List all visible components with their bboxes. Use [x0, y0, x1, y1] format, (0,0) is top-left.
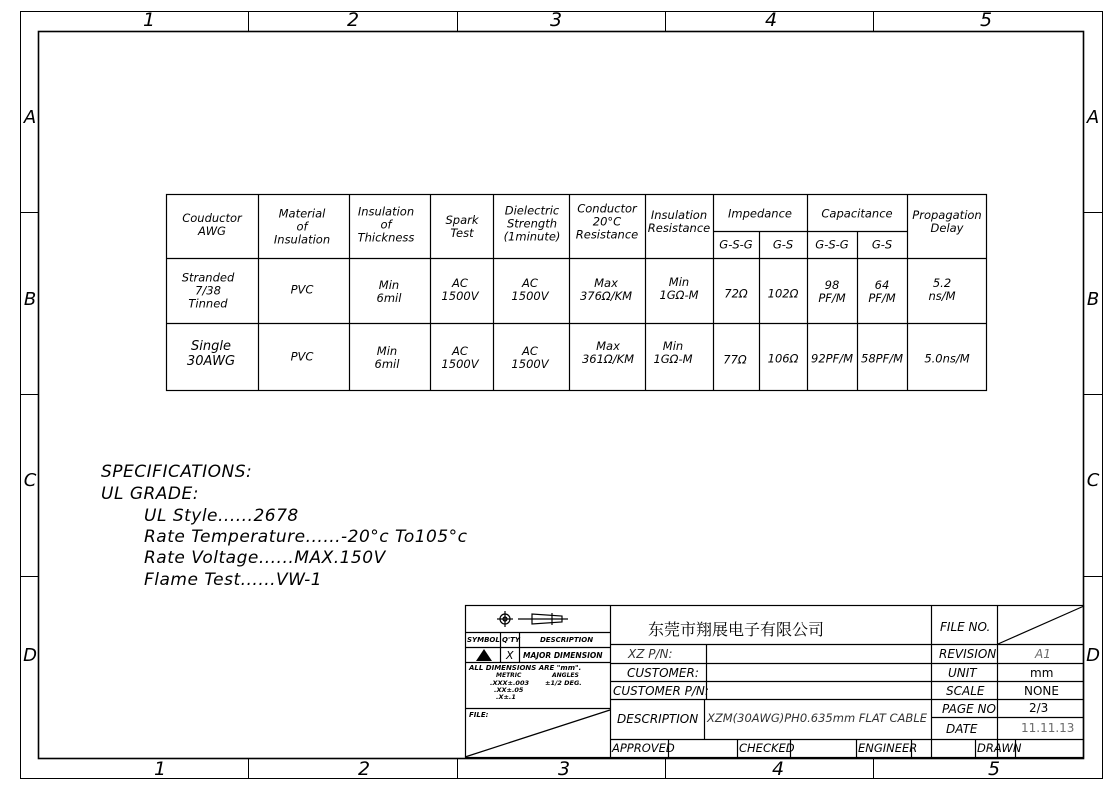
cell-line: Min	[378, 278, 400, 292]
hdr-imp-gs: G-S	[772, 237, 794, 252]
cell-line: 7/38	[195, 283, 221, 298]
customer-pn-label: CUSTOMER P/N:	[613, 684, 709, 698]
hdr-resistance-line: 20°C	[592, 214, 622, 229]
file-label: FILE:	[469, 711, 489, 719]
hdr-ins-resistance-line: Resistance	[647, 221, 711, 235]
description-value: XZM(30AWG)PH0.635mm FLAT CABLE	[707, 711, 927, 725]
cell-line: 1500V	[511, 289, 549, 303]
hdr-resistance-line: Conductor	[577, 201, 637, 216]
metric-label: METRIC	[496, 672, 522, 679]
angle-tolerance: ±1/2 DEG.	[545, 679, 582, 687]
cell-line: Max	[596, 339, 620, 353]
customer-label: CUSTOMER:	[627, 666, 699, 680]
hdr-insulation-line: Thickness	[357, 230, 415, 245]
page-value: 2/3	[1029, 701, 1049, 715]
specs-title: SPECIFICATIONS:	[101, 462, 253, 482]
cell-line: PF/M	[818, 291, 846, 305]
hdr-spark-line: Spark	[445, 213, 479, 227]
symbol-header: SYMBOL	[467, 636, 500, 644]
table-row-1-material: PVC	[290, 282, 314, 297]
zone-row-c-left: C	[23, 470, 37, 491]
cell-line: 64	[874, 278, 890, 292]
cell-line: 1GΩ-M	[659, 288, 699, 302]
zone-col-2-bottom: 2	[357, 758, 371, 780]
zone-row-c-right: C	[1086, 470, 1100, 491]
hdr-imp-gsg: G-S-G	[719, 237, 753, 252]
zone-row-a-right: A	[1086, 107, 1100, 128]
hdr-cap-gs: G-S	[871, 237, 893, 252]
cell-line: Min	[668, 275, 690, 289]
cell-line: Single	[191, 339, 231, 354]
specs-flame-test: Flame Test......VW-1	[144, 570, 323, 590]
hdr-dielectric-line: Strength	[506, 216, 557, 231]
cell-line: Min	[376, 344, 398, 358]
zone-row-a-left: A	[23, 107, 37, 128]
unit-value: mm	[1030, 666, 1054, 680]
hdr-conductor-line: AWG	[198, 224, 226, 238]
cell-line: 6mil	[376, 291, 402, 305]
tolerance-1place: .X±.1	[496, 693, 516, 701]
hdr-insulation-line: Insulation	[357, 204, 415, 219]
hdr-capacitance: Capacitance	[821, 206, 893, 221]
hdr-propagation-line: Delay	[930, 221, 964, 235]
zone-col-4-bottom: 4	[771, 758, 785, 780]
table-row-1-imp-gs: 102Ω	[767, 286, 799, 301]
hdr-propagation-line: Propagation	[912, 208, 982, 222]
hdr-material-line: Insulation	[273, 232, 331, 247]
zone-row-b-right: B	[1086, 289, 1100, 310]
hdr-material-line: Material	[278, 206, 326, 221]
table-row-2-delay: 5.0ns/M	[924, 351, 970, 366]
description-label: DESCRIPTION	[617, 712, 699, 726]
date-label: DATE	[946, 722, 978, 736]
table-row-2-imp-gsg: 77Ω	[723, 352, 747, 367]
zone-col-5-bottom: 5	[987, 758, 1001, 780]
tolerance-2place: .XX±.05	[494, 686, 524, 694]
hdr-spark-line: Test	[450, 226, 474, 240]
hdr-material-line: of	[296, 219, 308, 234]
scale-value: NONE	[1024, 684, 1059, 698]
zone-row-d-right: D	[1086, 645, 1100, 666]
company-name: 东莞市翔展电子有限公司	[648, 620, 825, 639]
angles-label: ANGLES	[552, 672, 579, 679]
cell-line: AC	[522, 344, 538, 358]
cell-line: 1500V	[441, 289, 479, 303]
description-header: DESCRIPTION	[540, 636, 594, 644]
cell-line: AC	[452, 344, 468, 358]
revision-label: REVISION	[939, 647, 997, 661]
specs-ul-grade: UL GRADE:	[101, 484, 199, 504]
cell-line: ns/M	[928, 289, 956, 303]
cell-line: 1500V	[441, 357, 479, 371]
cell-line: 1GΩ-M	[653, 352, 693, 366]
cell-line: 98	[824, 278, 840, 292]
zone-col-1-top: 1	[142, 9, 156, 31]
scale-label: SCALE	[946, 684, 985, 698]
revision-value: A1	[1035, 647, 1051, 661]
hdr-dielectric-line: Dielectric	[504, 203, 560, 218]
cell-line: 6mil	[374, 357, 400, 371]
major-dimension-label: MAJOR DIMENSION	[523, 651, 603, 660]
specs-voltage: Rate Voltage......MAX.150V	[144, 548, 386, 568]
hdr-ins-resistance-line: Insulation	[650, 208, 708, 222]
cell-line: Min	[662, 339, 684, 353]
date-value: 11.11.13	[1021, 721, 1075, 735]
cell-line: 1500V	[511, 357, 549, 371]
zone-col-3-bottom: 3	[557, 758, 571, 780]
cell-line: 376Ω/KM	[579, 289, 633, 303]
unit-label: UNIT	[948, 666, 977, 680]
zone-row-b-left: B	[23, 289, 37, 310]
qty-value: X	[506, 649, 514, 662]
engineer-label: ENGINEER	[858, 741, 918, 755]
cell-line: 361Ω/KM	[581, 352, 635, 366]
cell-line: 5.2	[932, 276, 952, 290]
zone-row-d-left: D	[23, 645, 37, 666]
hdr-dielectric-line: (1minute)	[503, 229, 561, 244]
specs-temperature: Rate Temperature......-20°c To105°c	[144, 527, 468, 547]
zone-col-4-top: 4	[764, 9, 778, 31]
cell-line: Tinned	[188, 296, 228, 311]
hdr-resistance-line: Resistance	[575, 227, 639, 242]
table-row-2-cap-gsg: 92PF/M	[811, 351, 853, 366]
qty-header: Q'TY	[502, 636, 520, 644]
zone-col-3-top: 3	[549, 9, 563, 31]
tolerance-3place: .XXX±.003	[490, 679, 529, 687]
drawn-label: DRAWN	[977, 741, 1022, 755]
xz-pn-label: XZ P/N:	[628, 647, 673, 661]
table-row-2-imp-gs: 106Ω	[767, 351, 799, 366]
specs-ul-style: UL Style......2678	[144, 506, 299, 526]
hdr-conductor-line: Couductor	[182, 211, 242, 225]
hdr-impedance: Impedance	[727, 206, 793, 221]
triangle-symbol-icon	[475, 648, 493, 662]
checked-label: CHECKED	[739, 741, 795, 755]
table-row-1-imp-gsg: 72Ω	[724, 286, 748, 301]
dimensions-note: ALL DIMENSIONS ARE "mm".	[469, 664, 582, 672]
table-row-2-material: PVC	[290, 349, 314, 364]
zone-col-5-top: 5	[979, 9, 993, 31]
cell-line: AC	[522, 276, 538, 290]
table-row-2-cap-gs: 58PF/M	[861, 351, 903, 366]
zone-col-2-top: 2	[346, 9, 360, 31]
hdr-insulation-line: of	[380, 217, 392, 232]
cell-line: AC	[452, 276, 468, 290]
hdr-cap-gsg: G-S-G	[815, 237, 849, 252]
zone-col-1-bottom: 1	[153, 758, 167, 780]
cell-line: PF/M	[868, 291, 896, 305]
cell-line: Stranded	[181, 270, 235, 285]
approved-label: APPROVED	[612, 741, 675, 755]
projection-symbol-icon	[490, 609, 570, 629]
file-no-label: FILE NO.	[940, 620, 991, 634]
cell-line: Max	[594, 276, 618, 290]
page-no-label: PAGE NO	[942, 702, 996, 716]
cell-line: 30AWG	[186, 354, 236, 369]
